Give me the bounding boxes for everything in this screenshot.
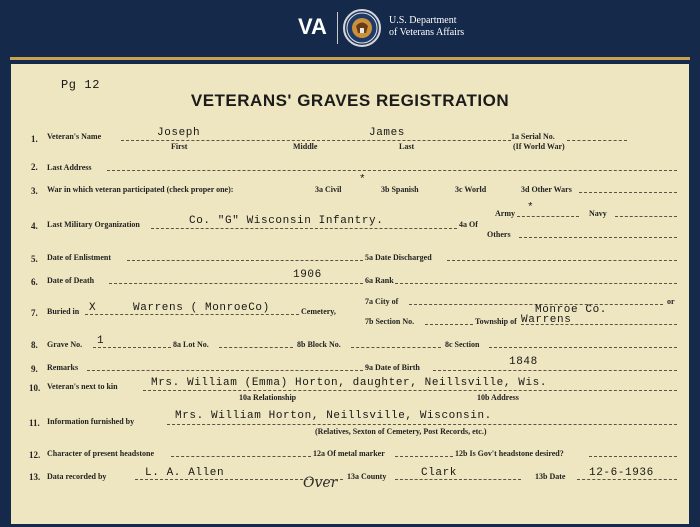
first-caption: First	[171, 142, 188, 151]
date-13b-value: 12-6-1936	[589, 467, 654, 479]
va-seal-icon	[343, 9, 381, 47]
org-line	[151, 228, 457, 229]
rank-line	[395, 283, 677, 284]
last-caption: Last	[399, 142, 415, 151]
buried-line	[85, 314, 299, 315]
army-label: Army	[495, 209, 515, 218]
military-org-label: Last Military Organization	[47, 220, 140, 229]
county-13a-line	[395, 479, 521, 480]
grave-no-value: 1	[97, 335, 105, 347]
kin-line	[143, 390, 677, 391]
city-label: 7a City of	[365, 297, 399, 306]
military-org-value: Co. "G" Wisconsin Infantry.	[189, 215, 384, 227]
dept-line-2: of Veterans Affairs	[389, 27, 465, 38]
lot-line	[219, 347, 293, 348]
serial-line	[567, 140, 627, 141]
buried-label: Buried in	[47, 307, 80, 316]
row-6-number: 6.	[31, 277, 38, 287]
page-reference: Pg 12	[61, 78, 101, 92]
serial-caption: (If World War)	[513, 142, 565, 151]
death-date-label: Date of Death	[47, 276, 95, 285]
remarks-line	[87, 370, 363, 371]
headstone-label: Character of present headstone	[47, 449, 155, 458]
birth-date-label: 9a Date of Birth	[365, 363, 420, 372]
war-civil-mark: *	[359, 174, 367, 186]
row-5-number: 5.	[31, 254, 38, 264]
navy-line	[615, 216, 677, 217]
row-12-number: 12.	[29, 450, 41, 460]
graves-registration-card	[11, 64, 689, 524]
gold-divider	[10, 57, 690, 60]
name-line	[121, 140, 511, 141]
info-furnished-label: Information furnished by	[47, 417, 135, 426]
grave-line	[93, 347, 171, 348]
date-13b-line	[577, 479, 677, 480]
last-address-label: Last Address	[47, 163, 92, 172]
info-caption: (Relatives, Sexton of Cemetery, Post Records, etc.)	[315, 427, 487, 436]
govt-headstone-label: 12b Is Gov't headstone desired?	[455, 449, 564, 458]
block-line	[351, 347, 441, 348]
serial-label: 1a Serial No.	[511, 132, 555, 141]
death-date-value: 1906	[293, 269, 322, 281]
remarks-label: Remarks	[47, 363, 79, 372]
war-world: 3c World	[455, 185, 487, 194]
department-name	[389, 15, 464, 39]
org-of-label: 4a Of	[459, 220, 478, 229]
form-title: VETERANS' GRAVES REGISTRATION	[190, 91, 510, 110]
birth-line	[433, 370, 677, 371]
army-mark: *	[527, 202, 535, 214]
row-4-number: 4.	[31, 221, 38, 231]
block-label: 8b Block No.	[297, 340, 341, 349]
recorded-line	[135, 479, 343, 480]
county-value: Monroe Co.	[535, 304, 608, 316]
address-caption: 10b Address	[477, 393, 519, 402]
address-line	[107, 170, 677, 171]
date-13b-label: 13b Date	[535, 472, 566, 481]
row-9-number: 9.	[31, 364, 38, 374]
last-name-value: James	[369, 127, 406, 139]
county-13a-label: 13a County	[347, 472, 387, 481]
death-line	[109, 283, 363, 284]
rank-label: 6a Rank	[365, 276, 394, 285]
enlistment-line	[127, 260, 363, 261]
township-label: Township of	[475, 317, 517, 326]
row-8-number: 8.	[31, 340, 38, 350]
county-13a-value: Clark	[421, 467, 458, 479]
row-1-number: 1.	[31, 134, 38, 144]
middle-caption: Middle	[293, 142, 318, 151]
war-label: War in which veteran participated (check proper one):	[47, 185, 234, 194]
logo-divider	[337, 12, 338, 44]
metal-marker-label: 12a Of metal marker	[313, 449, 385, 458]
next-of-kin-label: Veteran's next to kin	[47, 382, 118, 391]
discharged-label: 5a Date Discharged	[365, 253, 432, 262]
recorded-by-label: Data recorded by	[47, 472, 107, 481]
metal-marker-line	[395, 456, 453, 457]
township-value: Warrens	[521, 314, 572, 326]
dept-line-1: U.S. Department	[389, 15, 457, 26]
section-label: 7b Section No.	[365, 317, 415, 326]
row-7-number: 7.	[31, 308, 38, 318]
grave-no-label: Grave No.	[47, 340, 83, 349]
headstone-line	[171, 456, 311, 457]
section-8c-line	[489, 347, 677, 348]
discharged-line	[447, 260, 677, 261]
site-header	[0, 0, 700, 56]
others-label: Others	[487, 230, 511, 239]
or-label: or	[667, 297, 675, 306]
veteran-name-label: Veteran's Name	[47, 132, 102, 141]
relationship-caption: 10a Relationship	[239, 393, 297, 402]
war-other: 3d Other Wars	[521, 185, 572, 194]
army-line	[517, 216, 579, 217]
row-11-number: 11.	[29, 418, 40, 428]
info-furnished-value: Mrs. William Horton, Neillsville, Wisconsin.	[175, 410, 492, 422]
township-line	[521, 324, 677, 325]
section-8c-label: 8c Section	[445, 340, 480, 349]
row-13-number: 13.	[29, 472, 41, 482]
enlistment-label: Date of Enlistment	[47, 253, 111, 262]
lot-label: 8a Lot No.	[173, 340, 209, 349]
va-logo-text[interactable]: VA	[298, 14, 327, 39]
over-handwritten-note: Over	[303, 475, 338, 491]
war-civil: 3a Civil	[315, 185, 342, 194]
next-of-kin-value: Mrs. William (Emma) Horton, daughter, Neillsville, Wis.	[151, 377, 548, 389]
others-line	[519, 237, 677, 238]
birth-date-value: 1848	[509, 356, 538, 368]
row-2-number: 2.	[31, 162, 38, 172]
info-line	[167, 424, 677, 425]
first-name-value: Joseph	[157, 127, 201, 139]
buried-value: Warrens ( MonroeCo)	[133, 302, 270, 314]
navy-label: Navy	[589, 209, 607, 218]
buried-mark: X	[89, 302, 97, 314]
govt-line	[589, 456, 677, 457]
section-line	[425, 324, 473, 325]
row-3-number: 3.	[31, 186, 38, 196]
cemetery-label: Cemetery,	[301, 307, 336, 316]
recorded-by-value: L. A. Allen	[145, 467, 225, 479]
war-spanish: 3b Spanish	[381, 185, 419, 194]
war-line	[579, 192, 677, 193]
row-10-number: 10.	[29, 383, 41, 393]
